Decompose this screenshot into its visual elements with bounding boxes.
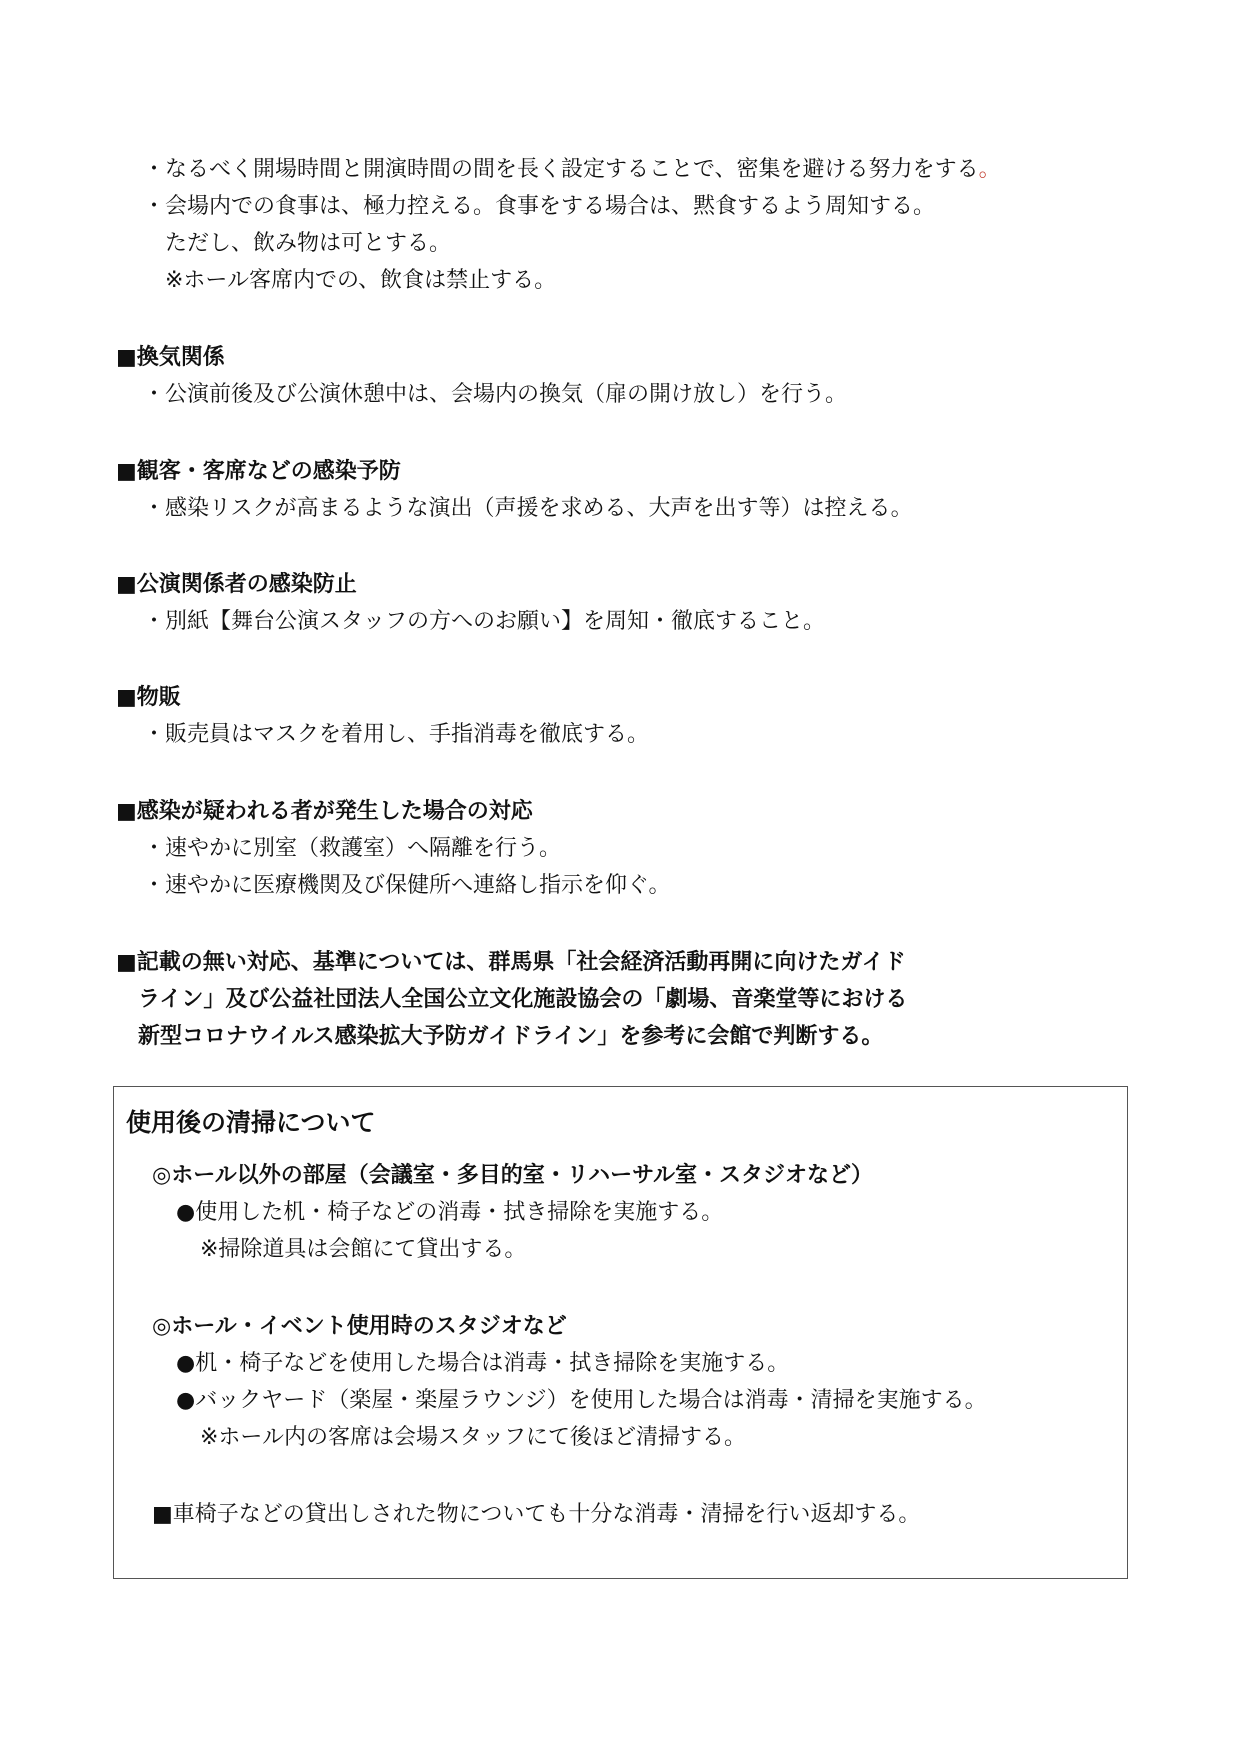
section-item-audience-1: ・感染リスクが高まるような演出（声援を求める、大声を出す等）は控える。 [143, 496, 913, 521]
note-line-2: ライン」及び公益社団法人全国公立文化施設協会の「劇場、音楽堂等における [138, 987, 908, 1012]
cleaning-group1-item-2: ※掃除道具は会館にて貸出する。 [200, 1237, 527, 1262]
cleaning-group1-heading: ◎ホール以外の部屋（会議室・多目的室・リハーサル室・スタジオなど） [152, 1163, 873, 1188]
intro-line-1-text: ・なるべく開場時間と開演時間の間を長く設定することで、密集を避ける努力をする [143, 157, 979, 182]
note-line-1: ■記載の無い対応、基準については、群馬県「社会経済活動再開に向けたガイド [116, 950, 906, 975]
section-item-merchandise-1: ・販売員はマスクを着用し、手指消毒を徹底する。 [143, 722, 650, 747]
cleaning-group2-heading: ◎ホール・イベント使用時のスタジオなど [152, 1314, 567, 1339]
section-heading-performers: ■公演関係者の感染防止 [116, 572, 357, 597]
intro-line-4: ※ホール客席内での、飲食は禁止する。 [165, 268, 557, 293]
section-heading-merchandise: ■物販 [116, 685, 181, 710]
section-heading-suspected-case: ■感染が疑われる者が発生した場合の対応 [116, 799, 533, 824]
cleaning-group2-item-2: ●バックヤード（楽屋・楽屋ラウンジ）を使用した場合は消毒・清掃を実施する。 [176, 1388, 987, 1413]
section-item-performers-1: ・別紙【舞台公演スタッフの方へのお願い】を周知・徹底すること。 [143, 609, 826, 634]
section-heading-audience: ■観客・客席などの感染予防 [116, 459, 401, 484]
section-heading-ventilation: ■換気関係 [116, 345, 225, 370]
intro-line-3: ただし、飲み物は可とする。 [165, 231, 452, 256]
cleaning-box-footer: ■車椅子などの貸出しされた物についても十分な消毒・清掃を行い返却する。 [152, 1502, 921, 1527]
cleaning-box-title: 使用後の清掃について [126, 1108, 376, 1137]
intro-line-1-period: 。 [978, 157, 1001, 182]
cleaning-group2-item-1: ●机・椅子などを使用した場合は消毒・拭き掃除を実施する。 [176, 1351, 790, 1376]
cleaning-group2-item-3: ※ホール内の客席は会場スタッフにて後ほど清掃する。 [200, 1425, 746, 1450]
intro-line-1 [143, 155, 1001, 185]
section-item-ventilation-1: ・公演前後及び公演休憩中は、会場内の換気（扉の開け放し）を行う。 [143, 382, 848, 407]
cleaning-info-box [113, 1086, 1128, 1579]
section-item-suspected-case-2: ・速やかに医療機関及び保健所へ連絡し指示を仰ぐ。 [143, 873, 671, 898]
intro-line-2: ・会場内での食事は、極力控える。食事をする場合は、黙食するよう周知する。 [143, 194, 936, 219]
note-line-3: 新型コロナウイルス感染拡大予防ガイドライン」を参考に会館で判断する。 [138, 1024, 884, 1049]
section-item-suspected-case-1: ・速やかに別室（救護室）へ隔離を行う。 [143, 836, 562, 861]
cleaning-group1-item-1: ●使用した机・椅子などの消毒・拭き掃除を実施する。 [176, 1200, 724, 1225]
